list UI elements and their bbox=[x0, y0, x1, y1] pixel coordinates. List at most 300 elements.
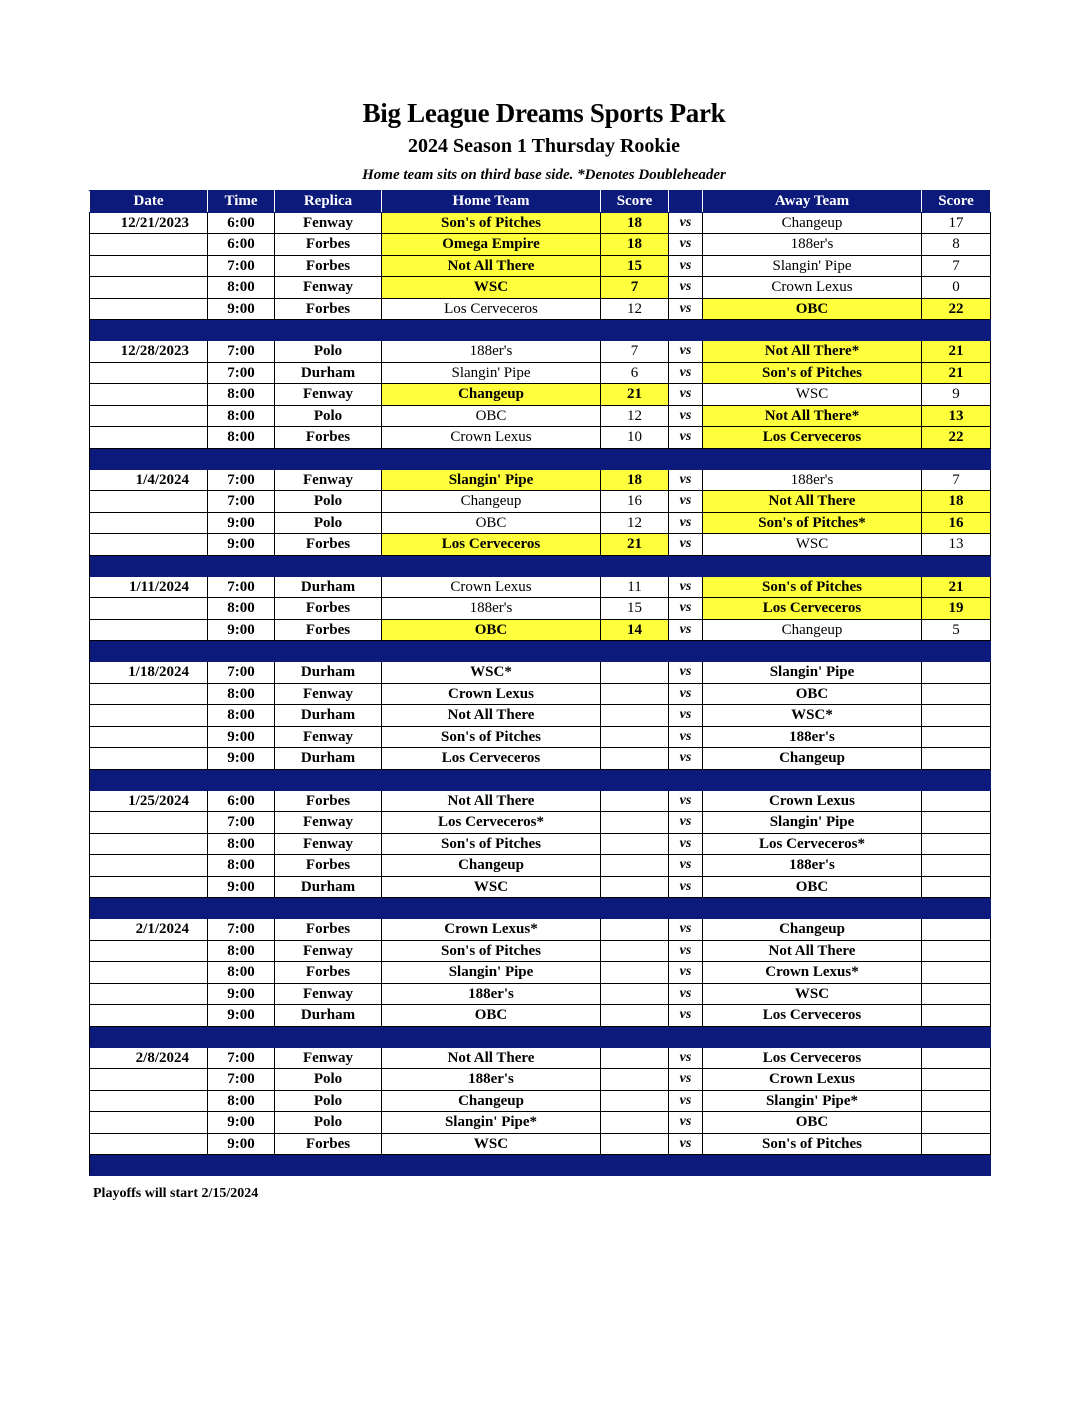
away-team: Not All There bbox=[703, 940, 922, 962]
separator-cell bbox=[208, 641, 275, 662]
home-team: Son's of Pitches bbox=[382, 833, 601, 855]
game-date bbox=[90, 277, 208, 299]
separator-cell bbox=[208, 1155, 275, 1176]
home-score bbox=[601, 726, 669, 748]
away-score bbox=[922, 812, 991, 834]
away-team: Slangin' Pipe bbox=[703, 255, 922, 277]
game-replica: Fenway bbox=[275, 212, 382, 234]
table-header-row bbox=[90, 191, 991, 213]
game-time: 9:00 bbox=[208, 983, 275, 1005]
game-replica: Forbes bbox=[275, 534, 382, 556]
away-team: Los Cerveceros bbox=[703, 1047, 922, 1069]
game-time: 9:00 bbox=[208, 619, 275, 641]
table-row bbox=[90, 962, 991, 984]
game-replica: Polo bbox=[275, 405, 382, 427]
week-separator-row bbox=[90, 555, 991, 576]
away-score bbox=[922, 705, 991, 727]
away-team: 188er's bbox=[703, 855, 922, 877]
away-team: OBC bbox=[703, 1112, 922, 1134]
home-team: Crown Lexus bbox=[382, 576, 601, 598]
home-team: Crown Lexus bbox=[382, 427, 601, 449]
table-row bbox=[90, 469, 991, 491]
home-team: WSC* bbox=[382, 662, 601, 684]
separator-cell bbox=[703, 1155, 922, 1176]
vs-label: vs bbox=[669, 255, 703, 277]
away-score bbox=[922, 748, 991, 770]
away-team: Crown Lexus bbox=[703, 790, 922, 812]
separator-cell bbox=[601, 448, 669, 469]
home-score bbox=[601, 833, 669, 855]
table-row bbox=[90, 662, 991, 684]
table-row bbox=[90, 255, 991, 277]
game-replica: Forbes bbox=[275, 298, 382, 320]
game-replica: Durham bbox=[275, 748, 382, 770]
vs-label: vs bbox=[669, 1069, 703, 1091]
game-replica: Polo bbox=[275, 1112, 382, 1134]
col-header-replica: Replica bbox=[275, 191, 382, 213]
home-team: 188er's bbox=[382, 983, 601, 1005]
schedule-body bbox=[90, 212, 991, 1176]
table-row bbox=[90, 855, 991, 877]
table-row bbox=[90, 876, 991, 898]
separator-cell bbox=[601, 1155, 669, 1176]
game-date bbox=[90, 1133, 208, 1155]
vs-label: vs bbox=[669, 683, 703, 705]
vs-label: vs bbox=[669, 1112, 703, 1134]
home-team: Omega Empire bbox=[382, 234, 601, 256]
away-team: Crown Lexus* bbox=[703, 962, 922, 984]
separator-cell bbox=[90, 898, 208, 919]
table-row bbox=[90, 277, 991, 299]
game-time: 7:00 bbox=[208, 576, 275, 598]
home-team: OBC bbox=[382, 512, 601, 534]
home-score: 7 bbox=[601, 277, 669, 299]
game-time: 8:00 bbox=[208, 962, 275, 984]
separator-cell bbox=[703, 448, 922, 469]
away-team: Crown Lexus bbox=[703, 277, 922, 299]
separator-cell bbox=[922, 448, 991, 469]
separator-cell bbox=[382, 898, 601, 919]
away-team: Son's of Pitches bbox=[703, 362, 922, 384]
game-date bbox=[90, 1112, 208, 1134]
game-replica: Fenway bbox=[275, 384, 382, 406]
game-time: 8:00 bbox=[208, 683, 275, 705]
home-score: 10 bbox=[601, 427, 669, 449]
away-team: Changeup bbox=[703, 212, 922, 234]
game-date bbox=[90, 726, 208, 748]
game-replica: Durham bbox=[275, 362, 382, 384]
game-date bbox=[90, 598, 208, 620]
away-score: 9 bbox=[922, 384, 991, 406]
separator-cell bbox=[601, 320, 669, 341]
home-score bbox=[601, 855, 669, 877]
table-row bbox=[90, 512, 991, 534]
game-time: 8:00 bbox=[208, 598, 275, 620]
separator-cell bbox=[275, 1026, 382, 1047]
home-team: Son's of Pitches bbox=[382, 212, 601, 234]
separator-cell bbox=[601, 898, 669, 919]
home-team: Slangin' Pipe* bbox=[382, 1112, 601, 1134]
separator-cell bbox=[275, 320, 382, 341]
game-replica: Forbes bbox=[275, 234, 382, 256]
table-row bbox=[90, 1133, 991, 1155]
table-row bbox=[90, 598, 991, 620]
home-team: 188er's bbox=[382, 598, 601, 620]
away-score bbox=[922, 940, 991, 962]
game-replica: Forbes bbox=[275, 962, 382, 984]
game-time: 9:00 bbox=[208, 876, 275, 898]
separator-cell bbox=[922, 555, 991, 576]
separator-cell bbox=[275, 641, 382, 662]
home-team: Slangin' Pipe bbox=[382, 362, 601, 384]
game-replica: Fenway bbox=[275, 277, 382, 299]
away-team: OBC bbox=[703, 683, 922, 705]
game-date bbox=[90, 619, 208, 641]
game-time: 7:00 bbox=[208, 469, 275, 491]
separator-cell bbox=[382, 448, 601, 469]
home-team: Slangin' Pipe bbox=[382, 469, 601, 491]
home-score bbox=[601, 876, 669, 898]
away-team: Changeup bbox=[703, 619, 922, 641]
game-replica: Forbes bbox=[275, 619, 382, 641]
week-separator-row bbox=[90, 898, 991, 919]
game-time: 7:00 bbox=[208, 662, 275, 684]
separator-cell bbox=[601, 769, 669, 790]
separator-cell bbox=[275, 769, 382, 790]
home-team: Changeup bbox=[382, 1090, 601, 1112]
game-date bbox=[90, 1069, 208, 1091]
home-team: Los Cerveceros bbox=[382, 298, 601, 320]
separator-cell bbox=[669, 448, 703, 469]
home-team: OBC bbox=[382, 1005, 601, 1027]
vs-label: vs bbox=[669, 212, 703, 234]
game-date bbox=[90, 405, 208, 427]
home-team: OBC bbox=[382, 619, 601, 641]
game-date: 12/21/2023 bbox=[90, 212, 208, 234]
col-header-home-score: Score bbox=[601, 191, 669, 213]
table-row bbox=[90, 298, 991, 320]
home-score: 14 bbox=[601, 619, 669, 641]
away-score: 13 bbox=[922, 405, 991, 427]
table-row bbox=[90, 534, 991, 556]
home-score bbox=[601, 1069, 669, 1091]
separator-cell bbox=[90, 1155, 208, 1176]
home-score bbox=[601, 812, 669, 834]
separator-cell bbox=[922, 898, 991, 919]
separator-cell bbox=[922, 1026, 991, 1047]
game-date bbox=[90, 940, 208, 962]
away-team: 188er's bbox=[703, 469, 922, 491]
page-title: Big League Dreams Sports Park bbox=[362, 98, 726, 128]
game-time: 8:00 bbox=[208, 427, 275, 449]
vs-label: vs bbox=[669, 619, 703, 641]
table-row bbox=[90, 384, 991, 406]
away-team: Los Cerveceros* bbox=[703, 833, 922, 855]
away-team: Son's of Pitches bbox=[703, 576, 922, 598]
vs-label: vs bbox=[669, 726, 703, 748]
vs-label: vs bbox=[669, 362, 703, 384]
table-row bbox=[90, 790, 991, 812]
away-team: Slangin' Pipe* bbox=[703, 1090, 922, 1112]
home-team: Changeup bbox=[382, 491, 601, 513]
game-replica: Durham bbox=[275, 576, 382, 598]
home-team: Not All There bbox=[382, 790, 601, 812]
home-team: Los Cerveceros bbox=[382, 748, 601, 770]
home-team: Crown Lexus bbox=[382, 683, 601, 705]
table-row bbox=[90, 405, 991, 427]
vs-label: vs bbox=[669, 576, 703, 598]
game-replica: Fenway bbox=[275, 812, 382, 834]
separator-cell bbox=[208, 448, 275, 469]
separator-cell bbox=[90, 320, 208, 341]
home-score: 7 bbox=[601, 341, 669, 363]
game-time: 9:00 bbox=[208, 512, 275, 534]
table-row bbox=[90, 212, 991, 234]
vs-label: vs bbox=[669, 598, 703, 620]
home-team: 188er's bbox=[382, 341, 601, 363]
home-team: Not All There bbox=[382, 255, 601, 277]
away-team: Slangin' Pipe bbox=[703, 812, 922, 834]
col-header-time: Time bbox=[208, 191, 275, 213]
schedule-table bbox=[89, 190, 991, 1176]
game-date bbox=[90, 812, 208, 834]
game-replica: Durham bbox=[275, 662, 382, 684]
home-score bbox=[601, 983, 669, 1005]
game-time: 7:00 bbox=[208, 362, 275, 384]
separator-cell bbox=[382, 320, 601, 341]
table-row bbox=[90, 983, 991, 1005]
away-score: 17 bbox=[922, 212, 991, 234]
away-team: Los Cerveceros bbox=[703, 598, 922, 620]
away-score: 21 bbox=[922, 341, 991, 363]
home-score bbox=[601, 790, 669, 812]
separator-cell bbox=[275, 898, 382, 919]
table-row bbox=[90, 576, 991, 598]
vs-label: vs bbox=[669, 1133, 703, 1155]
separator-cell bbox=[669, 769, 703, 790]
col-header-away-score: Score bbox=[922, 191, 991, 213]
week-separator-row bbox=[90, 769, 991, 790]
home-score bbox=[601, 662, 669, 684]
separator-cell bbox=[703, 769, 922, 790]
game-replica: Durham bbox=[275, 1005, 382, 1027]
table-row bbox=[90, 491, 991, 513]
game-time: 8:00 bbox=[208, 384, 275, 406]
game-date bbox=[90, 255, 208, 277]
separator-cell bbox=[922, 769, 991, 790]
away-score bbox=[922, 790, 991, 812]
game-replica: Forbes bbox=[275, 855, 382, 877]
separator-cell bbox=[90, 769, 208, 790]
away-team: WSC bbox=[703, 983, 922, 1005]
vs-label: vs bbox=[669, 962, 703, 984]
game-time: 9:00 bbox=[208, 298, 275, 320]
away-score bbox=[922, 962, 991, 984]
vs-label: vs bbox=[669, 491, 703, 513]
separator-cell bbox=[382, 555, 601, 576]
game-date bbox=[90, 427, 208, 449]
separator-cell bbox=[703, 641, 922, 662]
home-score: 12 bbox=[601, 298, 669, 320]
game-time: 8:00 bbox=[208, 940, 275, 962]
game-date bbox=[90, 298, 208, 320]
col-header-home-team: Home Team bbox=[382, 191, 601, 213]
home-score bbox=[601, 1047, 669, 1069]
game-replica: Fenway bbox=[275, 983, 382, 1005]
away-team: Son's of Pitches bbox=[703, 1133, 922, 1155]
away-team: Slangin' Pipe bbox=[703, 662, 922, 684]
game-date bbox=[90, 962, 208, 984]
game-replica: Forbes bbox=[275, 255, 382, 277]
game-date: 2/1/2024 bbox=[90, 919, 208, 941]
away-team: 188er's bbox=[703, 234, 922, 256]
away-score: 22 bbox=[922, 298, 991, 320]
home-team: 188er's bbox=[382, 1069, 601, 1091]
game-date bbox=[90, 876, 208, 898]
home-team: Slangin' Pipe bbox=[382, 962, 601, 984]
separator-cell bbox=[382, 1155, 601, 1176]
away-score bbox=[922, 876, 991, 898]
home-team: OBC bbox=[382, 405, 601, 427]
away-score: 7 bbox=[922, 255, 991, 277]
vs-label: vs bbox=[669, 833, 703, 855]
vs-label: vs bbox=[669, 427, 703, 449]
home-team: WSC bbox=[382, 876, 601, 898]
vs-label: vs bbox=[669, 855, 703, 877]
separator-cell bbox=[208, 320, 275, 341]
game-date bbox=[90, 234, 208, 256]
game-replica: Fenway bbox=[275, 833, 382, 855]
game-replica: Fenway bbox=[275, 940, 382, 962]
vs-label: vs bbox=[669, 812, 703, 834]
vs-label: vs bbox=[669, 705, 703, 727]
home-team: Son's of Pitches bbox=[382, 940, 601, 962]
game-date bbox=[90, 1005, 208, 1027]
game-date bbox=[90, 983, 208, 1005]
home-score: 16 bbox=[601, 491, 669, 513]
vs-label: vs bbox=[669, 1005, 703, 1027]
game-time: 8:00 bbox=[208, 833, 275, 855]
game-date bbox=[90, 855, 208, 877]
game-time: 9:00 bbox=[208, 748, 275, 770]
game-time: 8:00 bbox=[208, 1090, 275, 1112]
game-time: 6:00 bbox=[208, 234, 275, 256]
separator-cell bbox=[669, 898, 703, 919]
game-replica: Polo bbox=[275, 491, 382, 513]
home-score: 12 bbox=[601, 405, 669, 427]
table-row bbox=[90, 1005, 991, 1027]
game-date bbox=[90, 1090, 208, 1112]
away-team: OBC bbox=[703, 876, 922, 898]
game-date bbox=[90, 362, 208, 384]
game-date bbox=[90, 491, 208, 513]
home-team: Changeup bbox=[382, 384, 601, 406]
week-separator-row bbox=[90, 641, 991, 662]
game-replica: Durham bbox=[275, 705, 382, 727]
away-team: 188er's bbox=[703, 726, 922, 748]
game-time: 9:00 bbox=[208, 534, 275, 556]
home-score bbox=[601, 1133, 669, 1155]
away-score: 21 bbox=[922, 362, 991, 384]
separator-cell bbox=[669, 555, 703, 576]
away-team: Not All There* bbox=[703, 405, 922, 427]
separator-cell bbox=[208, 898, 275, 919]
game-time: 7:00 bbox=[208, 1047, 275, 1069]
game-replica: Polo bbox=[275, 341, 382, 363]
game-replica: Durham bbox=[275, 876, 382, 898]
away-score: 19 bbox=[922, 598, 991, 620]
game-date: 2/8/2024 bbox=[90, 1047, 208, 1069]
home-team: WSC bbox=[382, 277, 601, 299]
game-replica: Polo bbox=[275, 512, 382, 534]
home-score: 11 bbox=[601, 576, 669, 598]
away-score: 0 bbox=[922, 277, 991, 299]
game-replica: Polo bbox=[275, 1090, 382, 1112]
game-date bbox=[90, 748, 208, 770]
game-time: 8:00 bbox=[208, 405, 275, 427]
game-date bbox=[90, 833, 208, 855]
table-row bbox=[90, 683, 991, 705]
game-date bbox=[90, 534, 208, 556]
vs-label: vs bbox=[669, 876, 703, 898]
game-replica: Fenway bbox=[275, 726, 382, 748]
home-score bbox=[601, 1090, 669, 1112]
away-score bbox=[922, 1047, 991, 1069]
vs-label: vs bbox=[669, 534, 703, 556]
away-score bbox=[922, 1069, 991, 1091]
away-team: Crown Lexus bbox=[703, 1069, 922, 1091]
away-score bbox=[922, 662, 991, 684]
table-row bbox=[90, 812, 991, 834]
separator-cell bbox=[208, 1026, 275, 1047]
home-score bbox=[601, 705, 669, 727]
separator-cell bbox=[601, 555, 669, 576]
table-row bbox=[90, 1069, 991, 1091]
game-time: 8:00 bbox=[208, 855, 275, 877]
separator-cell bbox=[275, 1155, 382, 1176]
separator-cell bbox=[90, 641, 208, 662]
game-time: 9:00 bbox=[208, 1133, 275, 1155]
home-team: WSC bbox=[382, 1133, 601, 1155]
separator-cell bbox=[382, 641, 601, 662]
away-team: Changeup bbox=[703, 919, 922, 941]
home-score bbox=[601, 962, 669, 984]
separator-cell bbox=[601, 1026, 669, 1047]
vs-label: vs bbox=[669, 983, 703, 1005]
table-row bbox=[90, 362, 991, 384]
separator-cell bbox=[922, 1155, 991, 1176]
game-date bbox=[90, 705, 208, 727]
separator-cell bbox=[703, 1026, 922, 1047]
away-score bbox=[922, 983, 991, 1005]
table-row bbox=[90, 619, 991, 641]
separator-cell bbox=[208, 769, 275, 790]
away-score: 21 bbox=[922, 576, 991, 598]
week-separator-row bbox=[90, 320, 991, 341]
week-separator-row bbox=[90, 1026, 991, 1047]
away-score: 7 bbox=[922, 469, 991, 491]
table-row bbox=[90, 341, 991, 363]
game-date: 1/25/2024 bbox=[90, 790, 208, 812]
game-time: 7:00 bbox=[208, 1069, 275, 1091]
separator-cell bbox=[669, 320, 703, 341]
vs-label: vs bbox=[669, 940, 703, 962]
game-time: 9:00 bbox=[208, 1112, 275, 1134]
separator-cell bbox=[922, 320, 991, 341]
vs-label: vs bbox=[669, 405, 703, 427]
away-team: WSC bbox=[703, 384, 922, 406]
game-date: 1/4/2024 bbox=[90, 469, 208, 491]
